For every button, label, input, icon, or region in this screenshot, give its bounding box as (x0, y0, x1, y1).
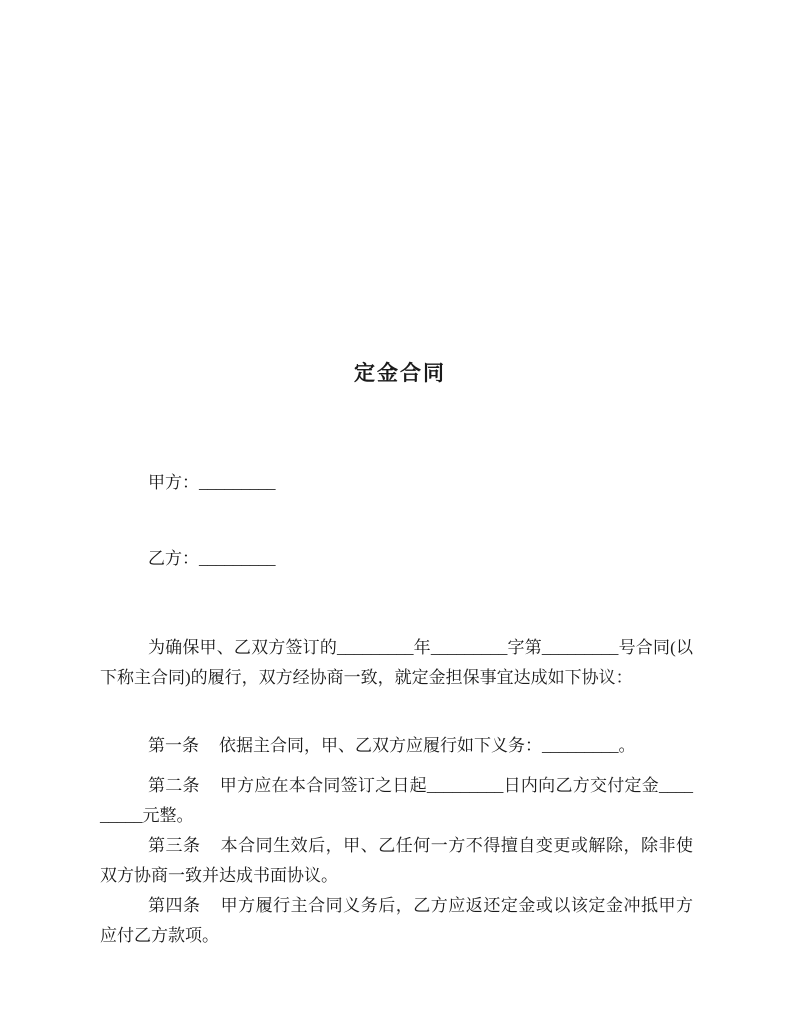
clause-paragraph-2 (100, 771, 693, 831)
clause-2-number: 第二条 (148, 776, 200, 795)
clause-4-number: 第四条 (148, 896, 201, 915)
clause-1-number: 第一条 (148, 736, 199, 755)
clause-3-number: 第三条 (148, 836, 201, 855)
clause-paragraph-1 (100, 731, 693, 761)
party-a-blank: _________ (199, 473, 276, 492)
party-b-blank: _________ (199, 549, 276, 568)
clause-4-text: 甲方履行主合同义务后，乙方应返还定金或以该定金冲抵甲方应付乙方款项。 (100, 896, 694, 945)
party-b-line (148, 547, 276, 571)
clause-paragraph-3 (100, 831, 693, 891)
party-a-label: 甲方： (148, 473, 199, 492)
party-b-label: 乙方： (148, 549, 199, 568)
intro-paragraph: 为确保甲、乙双方签订的_________年_________字第_________号合同(以下称主合同)的履行，双方经协商一致，就定金担保事宜达成如下协议： (100, 638, 693, 687)
clause-1-text: 依据主合同，甲、乙双方应履行如下义务：_________。 (219, 736, 636, 755)
clause-2-text: 甲方应在本合同签订之日起_________日内向乙方交付定金_________元整。 (100, 776, 694, 825)
clause-paragraph-4 (100, 891, 693, 951)
clause-3-text: 本合同生效后，甲、乙任何一方不得擅自变更或解除，除非使双方协商一致并达成书面协议。 (100, 836, 694, 885)
document-title: 定金合同 (354, 361, 446, 386)
party-a-line (148, 471, 276, 495)
